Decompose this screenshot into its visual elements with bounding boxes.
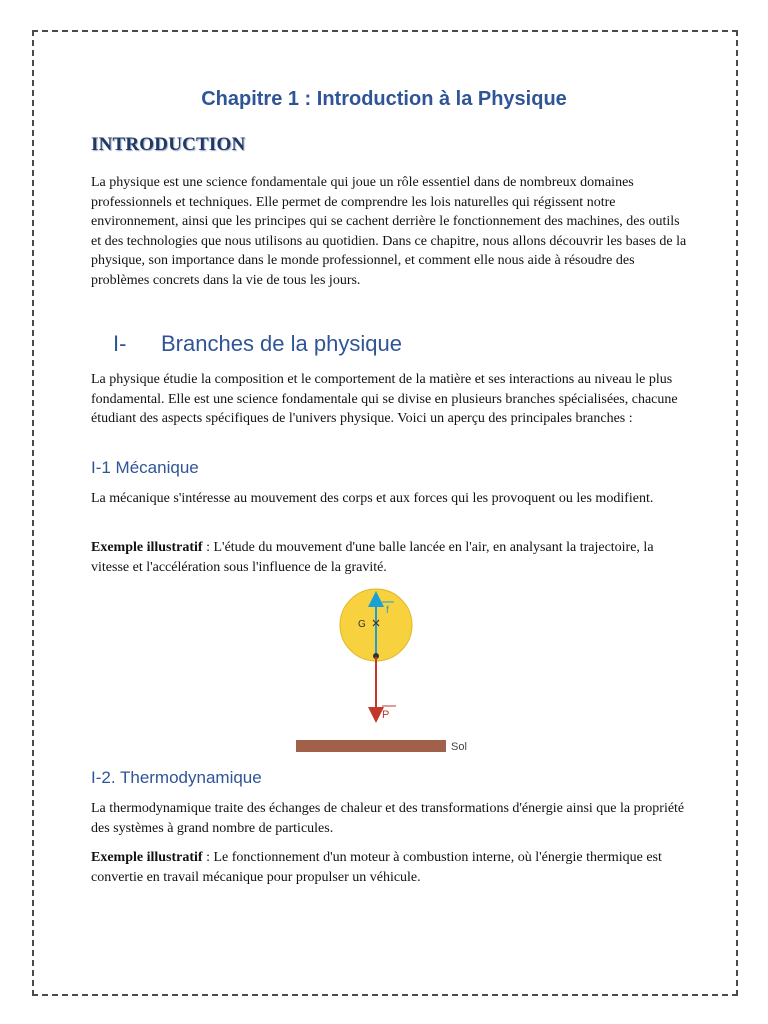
introduction-heading: INTRODUCTION xyxy=(91,134,246,155)
mecanique-paragraph: La mécanique s'intéresse au mouvement des corps et aux forces qui les provoquent ou les modifient. xyxy=(91,491,654,506)
ground-label: Sol xyxy=(451,741,467,753)
section-title: Branches de la physique xyxy=(161,331,402,356)
example-label: Exemple illustratif xyxy=(91,540,203,555)
mecanique-example xyxy=(91,538,691,577)
velocity-label: f xyxy=(386,605,389,616)
section-heading-branches xyxy=(113,331,402,357)
weight-label: P xyxy=(382,709,390,721)
ground-bar xyxy=(296,740,446,752)
example-label: Exemple illustratif xyxy=(91,850,203,865)
thermodynamique-paragraph: La thermodynamique traite des échanges de chaleur et des transformations d'énergie ainsi que la propriété des systèmes à grand nombre de particules. xyxy=(91,801,685,836)
ball-forces-figure xyxy=(290,585,490,755)
center-label: G xyxy=(358,619,366,630)
section-number: I- xyxy=(113,331,127,356)
introduction-paragraph: La physique est une science fondamentale qui joue un rôle essentiel dans de nombreux domaines professionnels et techniques. Elle permet de comprendre les lois naturelles qui régissent notre environnement, ainsi que les principes qui se cachent derrière le fonctionnement des machines, des outils et des technologies que nous utilisons au quotidien. Dans ce chapitre, nous allons découvrir les bases de la physique, son importance dans le monde professionnel, et comment elle nous aide à résoudre des problèmes concrets dans la vie de tous les jours. xyxy=(91,175,687,288)
page-title: Chapitre 1 : Introduction à la Physique xyxy=(201,88,567,110)
example-text: : Le fonctionnement d'un moteur à combustion interne, où l'énergie thermique est convertie en travail mécanique pour propulser un véhicule. xyxy=(91,850,662,885)
example-text: : L'étude du mouvement d'une balle lancée en l'air, en analysant la trajectoire, la vitesse et l'accélération sous l'influence de la gravité. xyxy=(91,540,654,575)
subheading-thermodynamique: I-2. Thermodynamique xyxy=(91,768,262,787)
branches-paragraph: La physique étudie la composition et le comportement de la matière et ses interactions au niveau le plus fondamental. Elle est une science fondamentale qui se divise en plusieurs branches spécialisées, chacune étudiant des aspects spécifiques de l'univers physique. Voici un aperçu des principales branches : xyxy=(91,372,678,426)
thermodynamique-example xyxy=(91,848,691,887)
subheading-mecanique: I-1 Mécanique xyxy=(91,458,199,477)
